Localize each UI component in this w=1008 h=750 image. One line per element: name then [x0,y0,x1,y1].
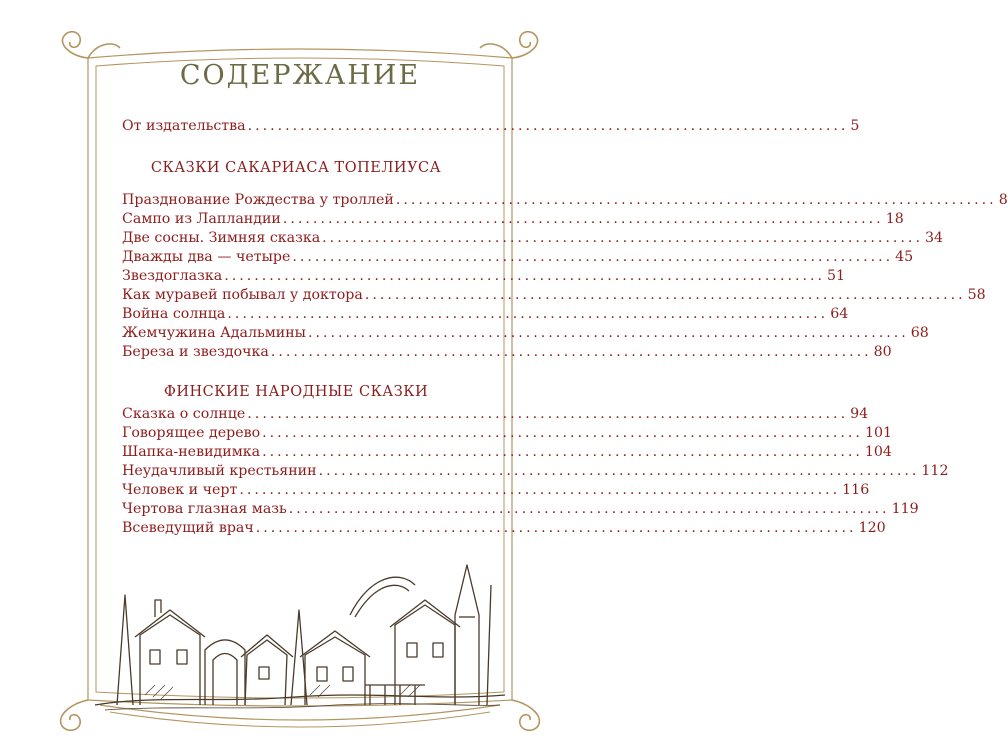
toc-entry-page: 112 [921,463,949,479]
dot-leader: ................................................................................ [224,268,826,284]
section-heading-topelius: СКАЗКИ САКАРИАСА ТОПЕЛИУСА [150,160,442,176]
dot-leader: ................................................................................ [288,501,890,517]
dot-leader: ................................................................................ [292,249,894,265]
toc-entry-title: От издательства [122,118,246,134]
toc-entry-page: 51 [827,268,846,284]
page-title: СОДЕРЖАНИЕ [179,60,421,91]
toc-row[interactable] [122,501,919,521]
dot-leader: ................................................................................ [227,306,829,322]
toc-row[interactable] [122,520,886,540]
toc-entry-page: 104 [864,444,892,460]
toc-row[interactable] [122,344,892,364]
toc-entry-title: Шапка-невидимка [122,444,261,460]
toc-entry-title: Сказка о солнце [122,406,246,422]
toc-row[interactable] [122,425,893,445]
dot-leader: ................................................................................ [318,463,920,479]
toc-row[interactable] [122,444,892,464]
dot-leader: ................................................................................ [247,406,849,422]
toc-entry-title: Война солнца [122,306,226,322]
toc-entry-title: Жемчужина Адальмины [122,325,306,341]
toc-entry-title: Две сосны. Зимняя сказка [122,230,321,246]
toc-entry-page: 18 [885,211,904,227]
toc-entry-title: Звездоглазка [122,268,223,284]
dot-leader: ................................................................................ [255,520,857,536]
toc-entry-page: 64 [830,306,849,322]
toc-entry-title: Говорящее дерево [122,425,261,441]
toc-row[interactable] [122,249,914,269]
toc-entry-page: 116 [842,482,870,498]
dot-leader: ................................................................................ [395,192,997,208]
toc-row[interactable] [122,268,846,288]
dot-leader: ................................................................................ [364,287,966,303]
dot-leader: ................................................................................ [262,444,863,460]
toc-entry-page: 34 [924,230,944,246]
toc-entry-title: Береза и звездочка [122,344,269,360]
dot-leader: ................................................................................ [282,211,884,227]
toc-entry-page: 119 [891,501,919,517]
dot-leader: ................................................................................ [247,118,849,134]
toc-entry-title: Человек и черт [122,482,238,498]
dot-leader: ................................................................................ [239,482,841,498]
toc-entry-title: Как муравей побывал у доктора [122,287,363,303]
toc-entry-page: 80 [873,344,892,360]
toc-row[interactable] [122,463,949,483]
toc-entry-title: Всеведущий врач [122,520,254,536]
toc-entry-title: Сампо из Лапландии [122,211,281,227]
dot-leader: ................................................................................ [307,325,909,341]
toc-entry-page: 101 [864,425,893,441]
toc-entry-title: Дважды два — четыре [122,249,291,265]
toc-entry-page: 5 [850,118,860,134]
toc-row[interactable] [122,230,944,250]
section-heading-finnish: ФИНСКИЕ НАРОДНЫЕ СКАЗКИ [163,384,429,400]
village-illustration [95,555,505,715]
toc-entry-page: 8 [998,192,1008,208]
toc-entry-page: 58 [967,287,986,303]
toc-row[interactable] [122,406,869,426]
toc-entry-page: 120 [858,520,886,536]
toc-row[interactable] [122,325,929,345]
toc-entry-page: 68 [910,325,929,341]
toc-row[interactable] [122,287,986,307]
toc-entry-page: 45 [895,249,914,265]
toc-row[interactable] [122,211,904,231]
toc-row-intro[interactable] [122,118,860,138]
toc-entry-page: 94 [850,406,869,422]
toc-entry-title: Неудачливый крестьянин [122,463,317,479]
dot-leader: ................................................................................ [322,230,923,246]
toc-entry-title: Чертова глазная мазь [122,501,287,517]
dot-leader: ................................................................................ [262,425,863,441]
toc-row[interactable] [122,306,849,326]
dot-leader: ................................................................................ [270,344,872,360]
toc-entry-title: Празднование Рождества у троллей [122,192,394,208]
toc-row[interactable] [122,482,870,502]
toc-row[interactable] [122,192,1008,212]
